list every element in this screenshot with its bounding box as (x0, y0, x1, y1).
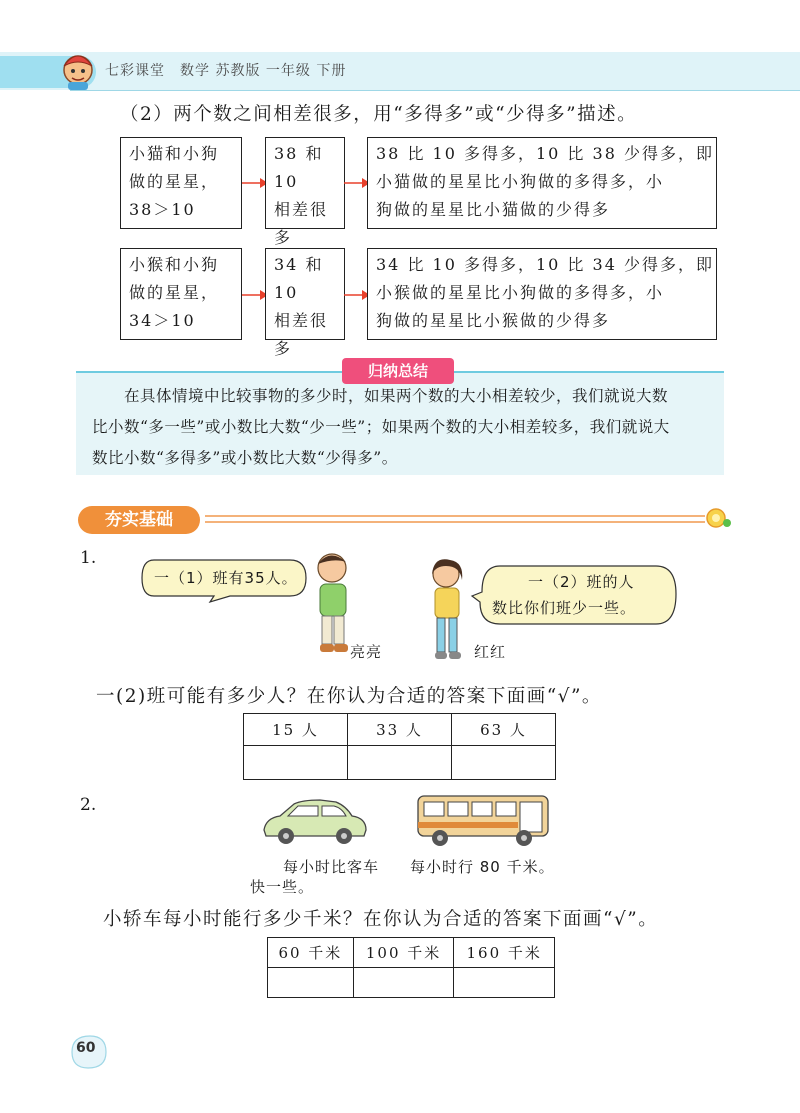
bubble-right-line1: 一（2）班的人 (528, 573, 635, 591)
answer-cell[interactable] (454, 968, 555, 998)
question-number: 2. (80, 795, 97, 815)
answer-cell[interactable] (268, 968, 354, 998)
flow-line: 相差很 (274, 200, 329, 219)
flow-line: 34 和 10 (274, 255, 324, 302)
flow-line: 34＞10 (129, 311, 196, 330)
section-rule (205, 515, 705, 517)
summary-line: 数比小数“多得多”或小数比大数“少得多”。 (92, 449, 398, 467)
flow-line: 38 比 10 多得多，10 比 38 少得多，即 (376, 144, 714, 163)
answer-cell[interactable] (452, 746, 556, 780)
flow-line: 做的星星， (129, 172, 220, 191)
flow-line: 狗做的星星比小猫做的少得多 (376, 200, 611, 219)
flow-line: 做的星星， (129, 283, 220, 302)
answer-cell[interactable] (244, 746, 348, 780)
flow-box-mid-1 (265, 137, 345, 247)
bus-illustration (414, 792, 556, 848)
flow-box-left-1 (120, 137, 242, 229)
flow-line: 38 和 10 (274, 144, 324, 191)
flow-line: 小猴做的星星比小狗做的多得多，小 (376, 283, 665, 302)
flow-line: 多 (274, 228, 293, 247)
flow-box-right-2 (367, 248, 717, 340)
question-text: 小轿车每小时能行多少千米？在你认为合适的答案下面画“√”。 (103, 909, 659, 930)
flow-line: 小猫和小狗 (129, 144, 220, 163)
flow-line: 多 (274, 339, 293, 358)
summary-tag: 归纳总结 (342, 358, 454, 384)
car-caption-line2: 快一些。 (250, 878, 315, 896)
flow-line: 38＞10 (129, 200, 196, 219)
bus-caption: 每小时行 80 千米。 (410, 858, 555, 876)
section-rule (205, 521, 705, 523)
flow-box-mid-2 (265, 248, 345, 358)
flower-icon (704, 505, 732, 531)
summary-text (92, 381, 712, 474)
summary-line: 在具体情境中比较事物的多少时，如果两个数的大小相差较少，我们就说大数 (124, 387, 669, 405)
bubble-right-line2: 数比你们班少一些。 (492, 599, 637, 617)
flow-box-right-1 (367, 137, 717, 229)
flow-line: 狗做的星星比小猴做的少得多 (376, 311, 611, 330)
car-caption-line1: 每小时比客车 (283, 858, 380, 876)
intro-line: （2）两个数之间相差很多，用“多得多”或“少得多”描述。 (120, 104, 638, 125)
flow-box-left-2 (120, 248, 242, 340)
question-text: 一(2)班可能有多少人？在你认为合适的答案下面画“√”。 (96, 686, 602, 707)
mascot-icon (58, 44, 98, 92)
header-title: 七彩课堂 数学 苏教版 一年级 下册 (105, 63, 347, 79)
page-number: 60 (76, 1040, 96, 1056)
answer-table-1 (243, 713, 556, 780)
option-cell: 100 千米 (353, 938, 454, 968)
header-rule (70, 90, 800, 91)
question-number: 1. (80, 548, 97, 568)
answer-table-2 (267, 937, 555, 998)
bubble-left-text: 一（1）班有35人。 (154, 569, 298, 587)
answer-cell[interactable] (348, 746, 452, 780)
flow-line: 34 比 10 多得多，10 比 34 少得多，即 (376, 255, 714, 274)
girl-name: 红红 (474, 643, 507, 661)
flow-line: 小猫做的星星比小狗做的多得多，小 (376, 172, 665, 191)
option-cell: 60 千米 (268, 938, 354, 968)
section-title: 夯实基础 (78, 506, 200, 534)
option-cell: 63 人 (452, 714, 556, 746)
option-cell: 15 人 (244, 714, 348, 746)
flow-line: 小猴和小狗 (129, 255, 220, 274)
option-cell: 160 千米 (454, 938, 555, 968)
flow-line: 相差很 (274, 311, 329, 330)
girl-illustration (420, 552, 474, 666)
boy-name: 亮亮 (350, 643, 383, 661)
summary-line: 比小数“多一些”或小数比大数“少一些”；如果两个数的大小相差较多，我们就说大 (92, 418, 670, 436)
car-illustration (258, 796, 370, 848)
option-cell: 33 人 (348, 714, 452, 746)
answer-cell[interactable] (353, 968, 454, 998)
